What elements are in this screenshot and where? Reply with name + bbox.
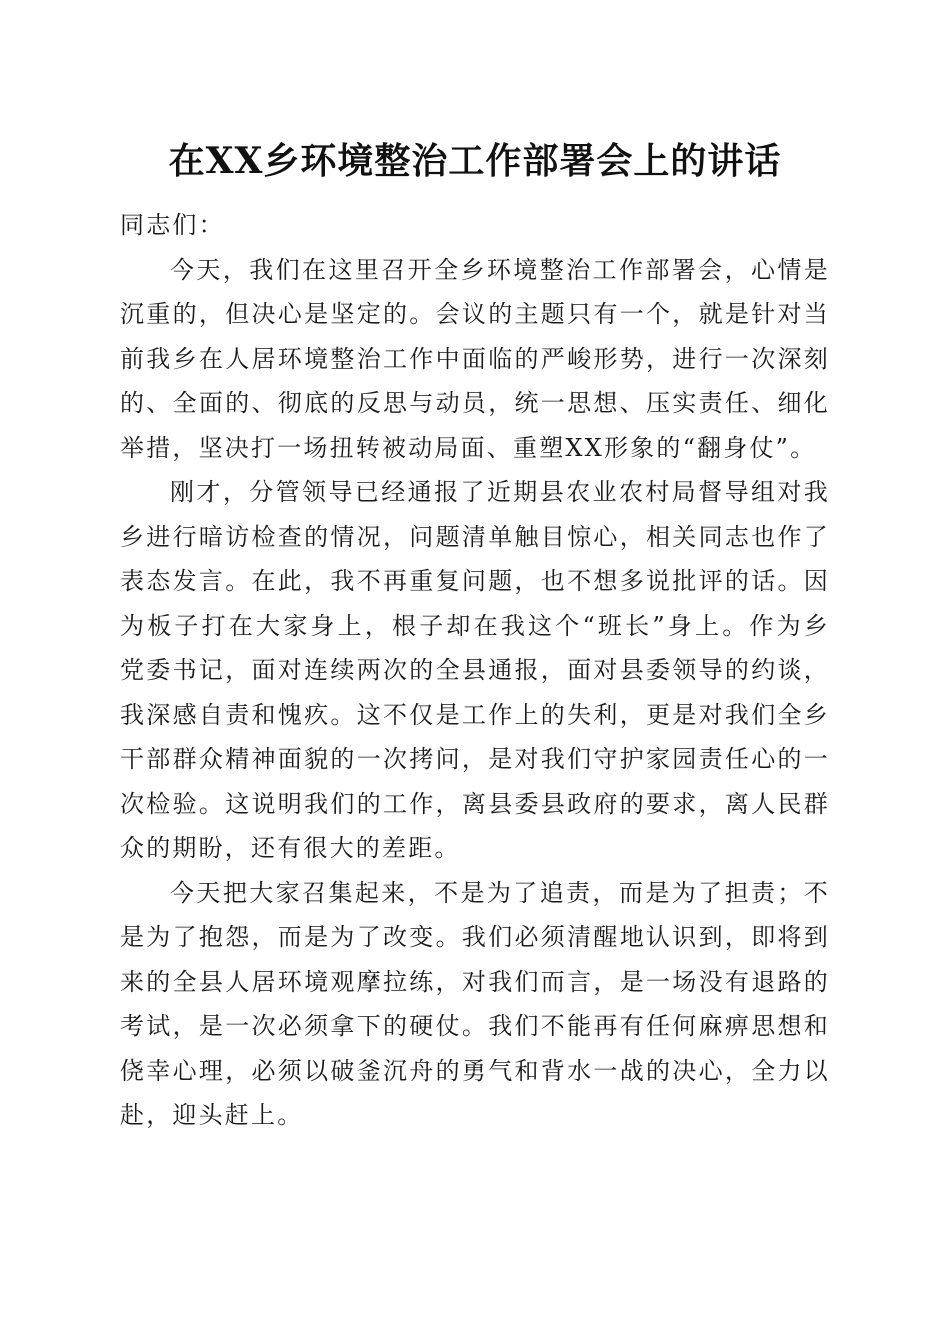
salutation: 同志们：	[120, 211, 225, 239]
document-body	[120, 203, 830, 1138]
paragraph-1: 今天，我们在这里召开全乡环境整治工作部署会，心情是沉重的，但决心是坚定的。会议的主题只有一个，就是针对当前我乡在人居环境整治工作中面临的严峻形势，进行一次深刻的、全面的、彻底的反思与动员，统一思想、压实责任、细化举措，坚决打一场扭转被动局面、重塑XX形象的“翻身仗”。	[120, 255, 830, 462]
paragraph-2: 刚才，分管领导已经通报了近期县农业农村局督导组对我乡进行暗访检查的情况，问题清单触目惊心，相关同志也作了表态发言。在此，我不再重复问题，也不想多说批评的话。因为板子打在大家身上，根子却在我这个“班长”身上。作为乡党委书记，面对连续两次的全县通报，面对县委领导的约谈，我深感自责和愧疚。这不仅是工作上的失利，更是对我们全乡干部群众精神面貌的一次拷问，是对我们守护家园责任心的一次检验。这说明我们的工作，离县委县政府的要求，离人民群众的期盼，还有很大的差距。	[120, 478, 830, 862]
paragraph-3: 今天把大家召集起来，不是为了追责，而是为了担责；不是为了抱怨，而是为了改变。我们必须清醒地认识到，即将到来的全县人居环境观摩拉练，对我们而言，是一场没有退路的考试，是一次必须拿下的硬仗。我们不能再有任何麻痹思想和侥幸心理，必须以破釜沉舟的勇气和背水一战的决心，全力以赴，迎头赶上。	[120, 878, 830, 1129]
document-title: 在XX乡环境整治工作部署会上的讲话	[168, 140, 782, 182]
